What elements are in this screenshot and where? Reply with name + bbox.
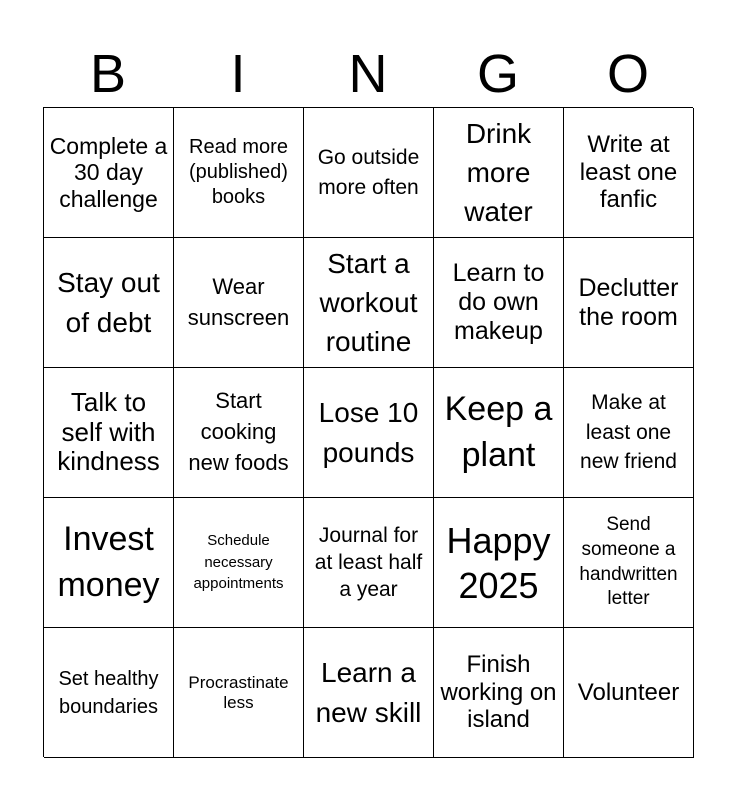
bingo-cell[interactable]: Stay out of debt bbox=[44, 238, 174, 368]
header-letter-n: N bbox=[348, 44, 388, 104]
bingo-cell[interactable]: Learn a new skill bbox=[304, 628, 434, 758]
bingo-cell[interactable]: Invest money bbox=[44, 498, 174, 628]
bingo-cell[interactable]: Go outside more often bbox=[304, 108, 434, 238]
bingo-cell[interactable]: Learn to do own makeup bbox=[434, 238, 564, 368]
bingo-cell[interactable]: Keep a plant bbox=[434, 368, 564, 498]
header-letter-o: O bbox=[606, 44, 649, 104]
bingo-grid bbox=[43, 107, 693, 757]
bingo-cell[interactable]: Write at least one fanfic bbox=[564, 108, 694, 238]
bingo-cell[interactable]: Journal for at least half a year bbox=[304, 498, 434, 628]
bingo-cell[interactable]: Read more (published) books bbox=[174, 108, 304, 238]
bingo-cell[interactable]: Wear sunscreen bbox=[174, 238, 304, 368]
bingo-cell[interactable]: Declutter the room bbox=[564, 238, 694, 368]
bingo-cell[interactable]: Make at least one new friend bbox=[564, 368, 694, 498]
bingo-cell[interactable]: Set healthy boundaries bbox=[44, 628, 174, 758]
bingo-cell[interactable]: Schedule necessary appointments bbox=[174, 498, 304, 628]
bingo-cell[interactable]: Start a workout routine bbox=[304, 238, 434, 368]
bingo-cell[interactable]: Start cooking new foods bbox=[174, 368, 304, 498]
bingo-cell[interactable]: Drink more water bbox=[434, 108, 564, 238]
bingo-cell[interactable]: Volunteer bbox=[564, 628, 694, 758]
bingo-cell[interactable]: Procrastinate less bbox=[174, 628, 304, 758]
bingo-cell[interactable]: Send someone a handwritten letter bbox=[564, 498, 694, 628]
bingo-cell[interactable]: Finish working on island bbox=[434, 628, 564, 758]
bingo-cell[interactable]: Happy 2025 bbox=[434, 498, 564, 628]
header-letter-i: I bbox=[230, 44, 246, 104]
bingo-cell[interactable]: Complete a 30 day challenge bbox=[44, 108, 174, 238]
header-letter-b: B bbox=[89, 44, 127, 104]
bingo-header bbox=[43, 42, 693, 106]
header-letter-g: G bbox=[476, 44, 519, 104]
bingo-cell[interactable]: Talk to self with kindness bbox=[44, 368, 174, 498]
bingo-cell[interactable]: Lose 10 pounds bbox=[304, 368, 434, 498]
